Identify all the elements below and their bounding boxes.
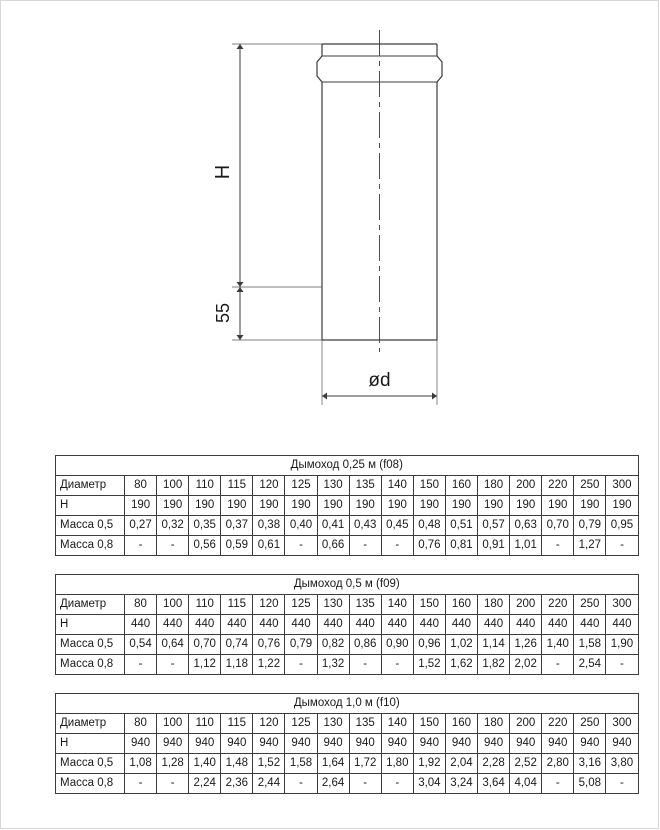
cell: 135 (349, 476, 381, 496)
cell: 190 (349, 496, 381, 516)
cell: 125 (285, 595, 317, 615)
cell: 0,57 (478, 516, 510, 536)
cell: 0,64 (157, 635, 189, 655)
cell: 250 (574, 595, 606, 615)
cell: 440 (253, 615, 285, 635)
cell: 0,91 (478, 536, 510, 556)
cell: 140 (381, 476, 413, 496)
cell: 100 (157, 595, 189, 615)
cell: 2,44 (253, 774, 285, 794)
cell: 0,63 (510, 516, 542, 536)
cell: 130 (317, 714, 349, 734)
cell: 0,45 (381, 516, 413, 536)
cell: 1,90 (606, 635, 638, 655)
cell: - (125, 774, 157, 794)
table-row (56, 774, 639, 794)
table-f08 (55, 455, 639, 556)
cell: 0,40 (285, 516, 317, 536)
row-label: H (56, 734, 125, 754)
cell: 190 (317, 496, 349, 516)
cell: 110 (189, 595, 221, 615)
cell: 300 (606, 595, 638, 615)
cell: - (125, 655, 157, 675)
cell: 80 (125, 476, 157, 496)
cell: 110 (189, 476, 221, 496)
table-title: Дымоход 0,25 м (f08) (56, 456, 639, 476)
cell: 190 (510, 496, 542, 516)
cell: 190 (221, 496, 253, 516)
cell: 80 (125, 595, 157, 615)
cell: 250 (574, 476, 606, 496)
cell: 0,66 (317, 536, 349, 556)
cell: 1,08 (125, 754, 157, 774)
table-title-row (56, 694, 639, 714)
cell: 940 (125, 734, 157, 754)
cell: 0,41 (317, 516, 349, 536)
cell: 0,82 (317, 635, 349, 655)
cell: 0,38 (253, 516, 285, 536)
cell: 0,70 (542, 516, 574, 536)
cell: 440 (606, 615, 638, 635)
cell: - (157, 655, 189, 675)
cell: 135 (349, 595, 381, 615)
cell: - (349, 536, 381, 556)
cell: 3,16 (574, 754, 606, 774)
row-label: Масса 0,5 (56, 516, 125, 536)
cell: 190 (381, 496, 413, 516)
cell: - (606, 536, 638, 556)
table-row (56, 595, 639, 615)
cell: 180 (478, 476, 510, 496)
cell: 3,24 (445, 774, 477, 794)
cell: - (157, 774, 189, 794)
table-row (56, 536, 639, 556)
cell: 1,72 (349, 754, 381, 774)
cell: 1,80 (381, 754, 413, 774)
table-title: Дымоход 0,5 м (f09) (56, 575, 639, 595)
cell: 0,27 (125, 516, 157, 536)
cell: 2,54 (574, 655, 606, 675)
cell: 140 (381, 714, 413, 734)
cell: 5,08 (574, 774, 606, 794)
cell: 190 (574, 496, 606, 516)
cell: 940 (285, 734, 317, 754)
cell: 110 (189, 714, 221, 734)
cell: 1,12 (189, 655, 221, 675)
row-label: H (56, 615, 125, 635)
cell: - (542, 774, 574, 794)
cell: 220 (542, 595, 574, 615)
table-row (56, 496, 639, 516)
cell: 440 (221, 615, 253, 635)
cell: 3,80 (606, 754, 638, 774)
cell: 0,74 (221, 635, 253, 655)
table-row (56, 476, 639, 496)
cell: - (349, 655, 381, 675)
cell: 150 (413, 476, 445, 496)
cell: 1,02 (445, 635, 477, 655)
table-row (56, 714, 639, 734)
cell: 0,95 (606, 516, 638, 536)
cell: - (542, 655, 574, 675)
cell: 120 (253, 714, 285, 734)
cell: 1,28 (157, 754, 189, 774)
cell: 1,14 (478, 635, 510, 655)
cell: 190 (253, 496, 285, 516)
cell: 940 (445, 734, 477, 754)
cell: 100 (157, 714, 189, 734)
cell: - (285, 655, 317, 675)
cell: 0,61 (253, 536, 285, 556)
table-title: Дымоход 1,0 м (f10) (56, 694, 639, 714)
cell: - (381, 774, 413, 794)
cell: 940 (478, 734, 510, 754)
cell: 440 (349, 615, 381, 635)
cell: 440 (285, 615, 317, 635)
cell: 3,64 (478, 774, 510, 794)
cell: 1,27 (574, 536, 606, 556)
cell: 150 (413, 595, 445, 615)
cell: 190 (478, 496, 510, 516)
cell: - (606, 655, 638, 675)
cell: 115 (221, 714, 253, 734)
cell: 0,79 (574, 516, 606, 536)
dimension-height-label: H (212, 164, 234, 180)
cell: 1,82 (478, 655, 510, 675)
cell: 115 (221, 476, 253, 496)
cell: 190 (125, 496, 157, 516)
cell: 1,40 (189, 754, 221, 774)
cell: 0,43 (349, 516, 381, 536)
cell: - (606, 774, 638, 794)
cell: 940 (157, 734, 189, 754)
cell: 440 (413, 615, 445, 635)
row-label: Масса 0,8 (56, 536, 125, 556)
cell: - (349, 774, 381, 794)
cell: 940 (221, 734, 253, 754)
table-row (56, 754, 639, 774)
table-title-row (56, 575, 639, 595)
cell: 940 (317, 734, 349, 754)
cell: 0,81 (445, 536, 477, 556)
cell: 0,70 (189, 635, 221, 655)
cell: 940 (349, 734, 381, 754)
cell: 1,01 (510, 536, 542, 556)
cell: 140 (381, 595, 413, 615)
cell: 0,59 (221, 536, 253, 556)
cell: 2,64 (317, 774, 349, 794)
cell: 200 (510, 714, 542, 734)
table-row (56, 655, 639, 675)
row-label: Диаметр (56, 595, 125, 615)
cell: 440 (125, 615, 157, 635)
cell: - (542, 536, 574, 556)
cell: 940 (381, 734, 413, 754)
cell: 2,02 (510, 655, 542, 675)
cell: 0,76 (413, 536, 445, 556)
cell: 1,52 (413, 655, 445, 675)
cell: 1,40 (542, 635, 574, 655)
cell: 180 (478, 714, 510, 734)
cell: - (125, 536, 157, 556)
cell: 190 (606, 496, 638, 516)
cell: 1,32 (317, 655, 349, 675)
cell: 190 (445, 496, 477, 516)
cell: 120 (253, 595, 285, 615)
cell: 2,36 (221, 774, 253, 794)
cell: 0,79 (285, 635, 317, 655)
cell: 190 (189, 496, 221, 516)
table-f10 (55, 693, 639, 794)
cell: 440 (510, 615, 542, 635)
cell: 120 (253, 476, 285, 496)
cell: 115 (221, 595, 253, 615)
cell: 0,35 (189, 516, 221, 536)
cell: 940 (253, 734, 285, 754)
cell: 1,18 (221, 655, 253, 675)
cell: 0,56 (189, 536, 221, 556)
cell: 0,48 (413, 516, 445, 536)
table-f09 (55, 574, 639, 675)
cell: 160 (445, 595, 477, 615)
cell: 220 (542, 714, 574, 734)
cell: 0,54 (125, 635, 157, 655)
cell: 0,32 (157, 516, 189, 536)
cell: 440 (381, 615, 413, 635)
cell: - (157, 536, 189, 556)
cell: 100 (157, 476, 189, 496)
cell: 0,51 (445, 516, 477, 536)
cell: 440 (542, 615, 574, 635)
cell: 0,86 (349, 635, 381, 655)
cell: 2,24 (189, 774, 221, 794)
cell: 940 (542, 734, 574, 754)
cell: 150 (413, 714, 445, 734)
cell: 440 (157, 615, 189, 635)
row-label: Масса 0,8 (56, 774, 125, 794)
dimension-socket-label: 55 (213, 302, 233, 324)
dimension-diameter-label: ød (368, 370, 391, 391)
cell: 1,48 (221, 754, 253, 774)
cell: 130 (317, 476, 349, 496)
cell: 125 (285, 714, 317, 734)
cell: 125 (285, 476, 317, 496)
cell: 4,04 (510, 774, 542, 794)
cell: 2,80 (542, 754, 574, 774)
table-title-row (56, 456, 639, 476)
spec-tables (55, 455, 634, 812)
cell: 160 (445, 714, 477, 734)
cell: 2,52 (510, 754, 542, 774)
row-label: Масса 0,5 (56, 754, 125, 774)
cell: 300 (606, 714, 638, 734)
table-row (56, 635, 639, 655)
cell: 220 (542, 476, 574, 496)
cell: 440 (317, 615, 349, 635)
cell: 180 (478, 595, 510, 615)
cell: 2,04 (445, 754, 477, 774)
row-label: Диаметр (56, 714, 125, 734)
cell: 0,76 (253, 635, 285, 655)
cell: 80 (125, 714, 157, 734)
cell: 940 (413, 734, 445, 754)
cell: 190 (542, 496, 574, 516)
table-row (56, 516, 639, 536)
cell: 1,22 (253, 655, 285, 675)
cell: - (285, 774, 317, 794)
cell: 940 (574, 734, 606, 754)
cell: 1,64 (317, 754, 349, 774)
cell: 440 (478, 615, 510, 635)
cell: 190 (285, 496, 317, 516)
cell: 440 (574, 615, 606, 635)
cell: 130 (317, 595, 349, 615)
cell: 0,37 (221, 516, 253, 536)
cell: 940 (189, 734, 221, 754)
cell: - (381, 655, 413, 675)
cell: 940 (606, 734, 638, 754)
cell: 1,58 (285, 754, 317, 774)
cell: 440 (189, 615, 221, 635)
table-row (56, 734, 639, 754)
cell: 200 (510, 476, 542, 496)
cell: 1,52 (253, 754, 285, 774)
cell: 940 (510, 734, 542, 754)
cell: 3,04 (413, 774, 445, 794)
cell: 0,90 (381, 635, 413, 655)
cell: 1,26 (510, 635, 542, 655)
row-label: Масса 0,5 (56, 635, 125, 655)
cell: 1,62 (445, 655, 477, 675)
cell: - (285, 536, 317, 556)
table-row (56, 615, 639, 635)
cell: 0,96 (413, 635, 445, 655)
cell: 200 (510, 595, 542, 615)
row-label: H (56, 496, 125, 516)
cell: 250 (574, 714, 606, 734)
cell: 135 (349, 714, 381, 734)
cell: 1,58 (574, 635, 606, 655)
cell: 160 (445, 476, 477, 496)
cell: 440 (445, 615, 477, 635)
cell: 1,92 (413, 754, 445, 774)
cell: - (381, 536, 413, 556)
row-label: Масса 0,8 (56, 655, 125, 675)
cell: 190 (413, 496, 445, 516)
cell: 300 (606, 476, 638, 496)
cell: 2,28 (478, 754, 510, 774)
cell: 190 (157, 496, 189, 516)
row-label: Диаметр (56, 476, 125, 496)
